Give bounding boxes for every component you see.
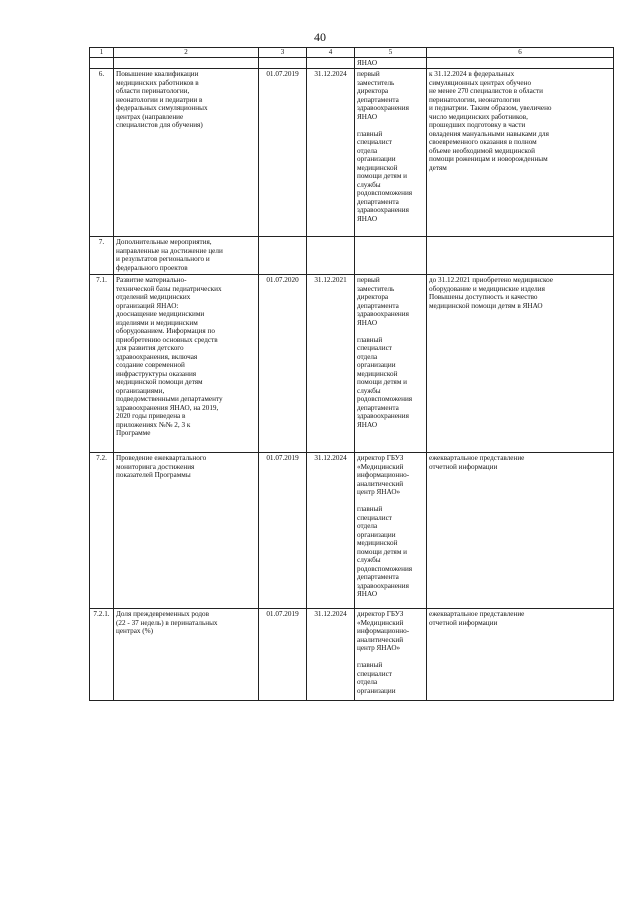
item-number: 7. bbox=[90, 237, 114, 275]
item-number: 7.1. bbox=[90, 275, 114, 453]
start-date: 01.07.2020 bbox=[259, 275, 307, 453]
activity-cell: Повышение квалификации медицинских работников в области перинатологии, неонатологии и педиатрии в федеральных симуляционных центрах (направление специалистов для обучения) bbox=[114, 69, 259, 237]
start-date: 01.07.2019 bbox=[259, 69, 307, 237]
table-row-continuation bbox=[90, 58, 614, 69]
table-row bbox=[90, 69, 614, 237]
end-date: 31.12.2024 bbox=[307, 453, 355, 609]
activity-cell: Проведение ежеквартального мониторинга достижения показателей Программы bbox=[114, 453, 259, 609]
measures-table bbox=[89, 47, 614, 701]
col-header-4: 4 bbox=[307, 48, 355, 58]
item-number: 6. bbox=[90, 69, 114, 237]
item-number: 7.2.1. bbox=[90, 609, 114, 701]
table-row bbox=[90, 237, 614, 275]
responsible-cell: директор ГБУЗ «Медицинский информационно- аналитический центр ЯНАО» главный специалист отдела организации bbox=[355, 609, 427, 701]
table-row bbox=[90, 609, 614, 701]
end-date: 31.12.2021 bbox=[307, 275, 355, 453]
result-cell: ежеквартальное представление отчетной информации bbox=[427, 609, 614, 701]
responsible-cell bbox=[355, 237, 427, 275]
table-row bbox=[90, 453, 614, 609]
end-date: 31.12.2024 bbox=[307, 609, 355, 701]
result-cell: к 31.12.2024 в федеральных симуляционных центрах обучено не менее 270 специалистов в области перинатологии, неонатологии и педиатрии. Таким образом, увеличено число медицинских работников, прошедших подготовку в части овладения мануальными навыками для своевременного оказания в полном объеме необходимой медицинской помощи роженицам и новорожденным детям bbox=[427, 69, 614, 237]
end-date: 31.12.2024 bbox=[307, 69, 355, 237]
result-cell: ежеквартальное представление отчетной информации bbox=[427, 453, 614, 609]
col-header-1: 1 bbox=[90, 48, 114, 58]
col-header-3: 3 bbox=[259, 48, 307, 58]
page-number: 40 bbox=[314, 30, 326, 44]
table-row bbox=[90, 275, 614, 453]
col-header-5: 5 bbox=[355, 48, 427, 58]
activity-cell: Дополнительные мероприятия, направленные на достижение цели и результатов регионального и федерального проектов bbox=[114, 237, 259, 275]
activity-cell: Доля преждевременных родов (22 - 37 недель) в перинатальных центрах (%) bbox=[114, 609, 259, 701]
end-date bbox=[307, 237, 355, 275]
responsible-cell: директор ГБУЗ «Медицинский информационно- аналитический центр ЯНАО» главный специалист отдела организации медицинской помощи детям и службы родовспоможения департамента здравоохранения ЯНАО bbox=[355, 453, 427, 609]
item-number: 7.2. bbox=[90, 453, 114, 609]
responsible-cell: первый заместитель директора департамента здравоохранения ЯНАО главный специалист отдела организации медицинской помощи детям и службы родовспоможения департамента здравоохранения ЯНАО bbox=[355, 275, 427, 453]
start-date: 01.07.2019 bbox=[259, 609, 307, 701]
responsible-cell: ЯНАО bbox=[355, 58, 427, 69]
result-cell: до 31.12.2021 приобретено медицинское оборудование и медицинские изделия Повышены доступность и качество медицинской помощи детям в ЯНАО bbox=[427, 275, 614, 453]
responsible-cell: первый заместитель директора департамента здравоохранения ЯНАО главный специалист отдела организации медицинской помощи детям и службы родовспоможения департамента здравоохранения ЯНАО bbox=[355, 69, 427, 237]
result-cell bbox=[427, 237, 614, 275]
col-header-6: 6 bbox=[427, 48, 614, 58]
col-header-2: 2 bbox=[114, 48, 259, 58]
start-date: 01.07.2019 bbox=[259, 453, 307, 609]
column-number-row bbox=[90, 48, 614, 58]
activity-cell: Развитие материально- технической базы педиатрических отделений медицинских организаций ЯНАО: дооснащение медицинскими изделиями и медицинским оборудованием. Информация по приобретению основных средств для развития детского здравоохранения, включая создание современной инфраструктуры оказания медицинской помощи детям организациями, подведомственными департаменту здравоохранения ЯНАО, на 2019, 2020 годы приведена в приложениях №№ 2, 3 к Программе bbox=[114, 275, 259, 453]
start-date bbox=[259, 237, 307, 275]
